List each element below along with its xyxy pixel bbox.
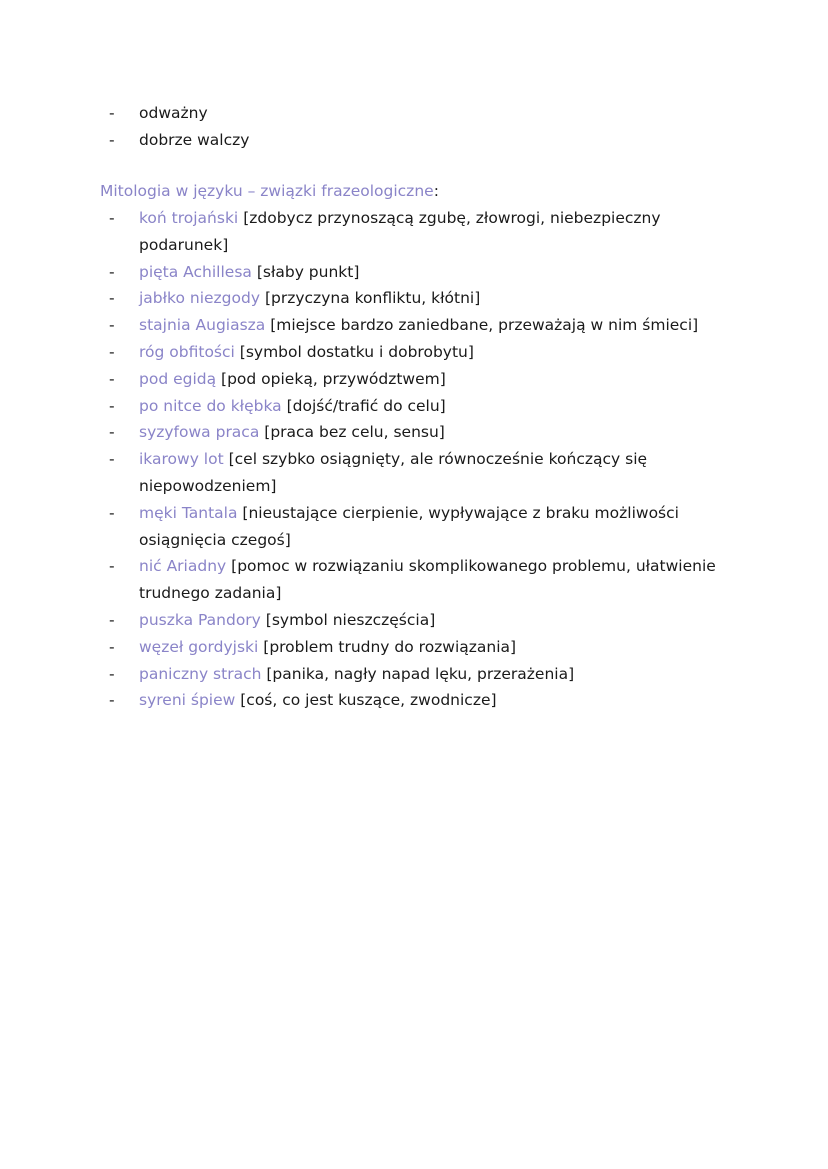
idiom-term: po nitce do kłębka bbox=[139, 396, 282, 415]
traits-list bbox=[0, 100, 719, 154]
bullet-dash: - bbox=[109, 450, 115, 469]
idiom-term: męki Tantala bbox=[139, 503, 238, 522]
bullet-dash: - bbox=[109, 104, 115, 122]
idiom-term: pod egidą bbox=[139, 369, 217, 388]
idiom-term: koń trojański bbox=[139, 209, 239, 227]
idiom-term: paniczny strach bbox=[139, 664, 262, 683]
idiom-definition: [pod opieką, przywództwem] bbox=[221, 369, 446, 388]
idiom-definition: [symbol dostatku i dobrobytu] bbox=[239, 342, 474, 361]
bullet-dash: - bbox=[109, 637, 115, 656]
idiom-definition: [pomoc w rozwiązaniu skomplikowanego problemu, ułatwienie trudnego zadania] bbox=[139, 557, 716, 603]
section-heading-text: Mitologia w języku – związki frazeologiczne bbox=[100, 182, 434, 200]
idiom-term: nić Ariadny bbox=[139, 557, 227, 576]
idiom-item bbox=[0, 687, 719, 714]
idiom-item bbox=[0, 634, 719, 661]
idiom-item bbox=[0, 419, 719, 446]
idiom-item bbox=[0, 393, 719, 420]
idiom-item bbox=[0, 259, 719, 286]
idiom-item bbox=[0, 553, 719, 607]
idiom-item bbox=[0, 312, 719, 339]
idiom-item bbox=[0, 205, 719, 259]
bullet-dash: - bbox=[109, 610, 115, 629]
idiom-term: pięta Achillesa bbox=[139, 262, 252, 281]
idiom-item bbox=[0, 339, 719, 366]
idiom-term: węzeł gordyjski bbox=[139, 637, 259, 656]
idiom-definition: [przyczyna konfliktu, kłótni] bbox=[264, 289, 481, 308]
bullet-dash: - bbox=[109, 262, 115, 281]
list-item bbox=[0, 100, 719, 127]
bullet-dash: - bbox=[109, 503, 115, 522]
idiom-definition: [cel szybko osiągnięty, ale równocześnie kończący się niepowodzeniem] bbox=[139, 450, 648, 495]
idiom-definition: [nieustające cierpienie, wypływające z braku możliwości osiągnięcia czegoś] bbox=[139, 503, 679, 549]
idiom-term: syzyfowa praca bbox=[139, 423, 260, 442]
idiom-item bbox=[0, 500, 719, 554]
idiom-term: puszka Pandory bbox=[139, 610, 261, 629]
bullet-dash: - bbox=[109, 209, 115, 227]
idiom-item bbox=[0, 661, 719, 688]
bullet-dash: - bbox=[109, 369, 115, 388]
idiom-item bbox=[0, 446, 719, 500]
bullet-dash: - bbox=[109, 289, 115, 308]
idiom-term: ikarowy lot bbox=[139, 450, 224, 469]
section-heading-colon: : bbox=[433, 182, 439, 200]
idioms-list bbox=[0, 205, 719, 714]
idiom-term: róg obfitości bbox=[139, 342, 235, 361]
idiom-item bbox=[0, 607, 719, 634]
idiom-item bbox=[0, 366, 719, 393]
list-item bbox=[0, 127, 719, 154]
idiom-definition: [panika, nagły napad lęku, przerażenia] bbox=[266, 664, 575, 683]
bullet-dash: - bbox=[109, 691, 115, 710]
bullet-dash: - bbox=[109, 316, 115, 335]
bullet-dash: - bbox=[109, 423, 115, 442]
bullet-dash: - bbox=[109, 664, 115, 683]
idiom-term: jabłko niezgody bbox=[139, 289, 261, 308]
idiom-definition: [dojść/trafić do celu] bbox=[286, 396, 446, 415]
idiom-definition: [coś, co jest kuszące, zwodnicze] bbox=[240, 691, 497, 710]
idiom-definition: [symbol nieszczęścia] bbox=[265, 610, 436, 629]
section-heading bbox=[100, 178, 439, 205]
idiom-term: stajnia Augiasza bbox=[139, 316, 266, 335]
idiom-item bbox=[0, 285, 719, 312]
idiom-definition: [zdobycz przynoszącą zgubę, złowrogi, niebezpieczny podarunek] bbox=[139, 209, 661, 254]
bullet-dash: - bbox=[109, 557, 115, 576]
idiom-definition: [słaby punkt] bbox=[256, 262, 360, 281]
list-item-text: dobrze walczy bbox=[139, 130, 250, 149]
list-item-text: odważny bbox=[139, 104, 208, 122]
bullet-dash: - bbox=[109, 342, 115, 361]
bullet-dash: - bbox=[109, 130, 115, 149]
idiom-term: syreni śpiew bbox=[139, 691, 236, 710]
idiom-definition: [praca bez celu, sensu] bbox=[264, 423, 445, 442]
bullet-dash: - bbox=[109, 396, 115, 415]
idiom-definition: [problem trudny do rozwiązania] bbox=[263, 637, 517, 656]
idiom-definition: [miejsce bardzo zaniedbane, przeważają w nim śmieci] bbox=[270, 316, 699, 335]
